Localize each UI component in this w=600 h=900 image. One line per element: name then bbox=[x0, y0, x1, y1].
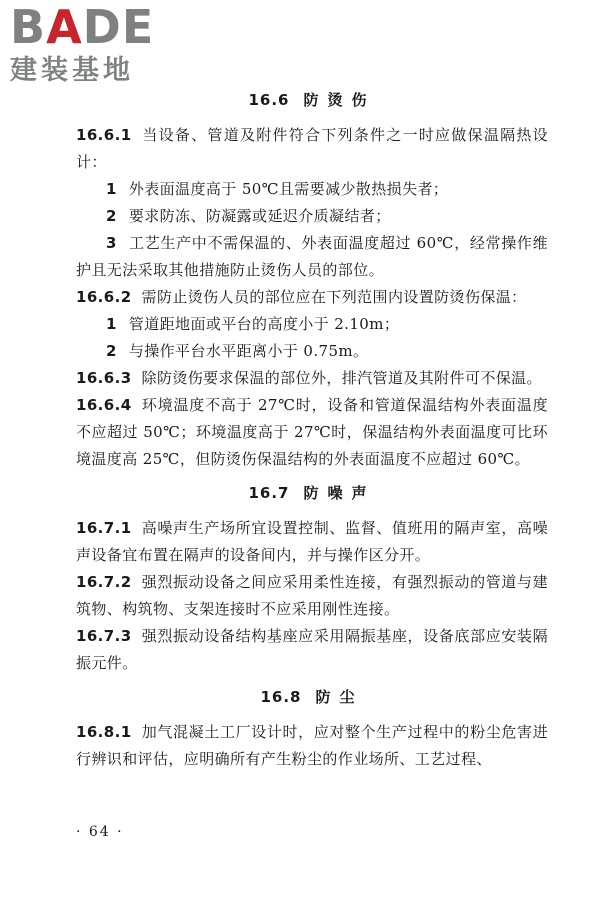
clause-16-7-1: 16.7.1 高噪声生产场所宜设置控制、监督、值班用的隔声室，高噪声设备宜布置在隔声的设备间内，并与操作区分开。 bbox=[76, 519, 548, 564]
clause-16-8-1: 16.8.1 加气混凝土工厂设计时，应对整个生产过程中的粉尘危害进行辨识和评估，应明确所有产生粉尘的作业场所、工艺过程、 bbox=[76, 723, 548, 768]
page-number: · 64 · bbox=[76, 824, 124, 840]
document-body bbox=[76, 80, 548, 773]
clause-item: 3 工艺生产中不需保温的、外表面温度超过 60℃，经常操作维护且无法采取其他措施防止烫伤人员的部位。 bbox=[76, 234, 548, 279]
logo-subtitle: 建装基地 bbox=[10, 55, 134, 86]
logo-wordmark: BADE bbox=[10, 0, 155, 54]
section-title-16-7: 16.7 防噪声 bbox=[248, 484, 376, 502]
clause-16-7-2: 16.7.2 强烈振动设备之间应采用柔性连接，有强烈振动的管道与建筑物、构筑物、支架连接时不应采用刚性连接。 bbox=[76, 573, 548, 618]
clause-item: 2 与操作平台水平距离小于 0.75m。 bbox=[106, 342, 369, 360]
clause-item: 2 要求防冻、防凝露或延迟介质凝结者； bbox=[106, 207, 391, 225]
bade-logo bbox=[10, 2, 180, 88]
section-title-16-8: 16.8 防尘 bbox=[260, 688, 364, 706]
clause-16-6-2: 16.6.2 需防止烫伤人员的部位应在下列范围内设置防烫伤保温： bbox=[76, 288, 527, 306]
clause-16-6-1: 16.6.1 当设备、管道及附件符合下列条件之一时应做保温隔热设计： bbox=[76, 126, 548, 171]
clause-16-7-3: 16.7.3 强烈振动设备结构基座应采用隔振基座，设备底部应安装隔振元件。 bbox=[76, 627, 548, 672]
section-title-16-6: 16.6 防烫伤 bbox=[248, 91, 376, 109]
clause-16-6-3: 16.6.3 除防烫伤要求保温的部位外，排汽管道及其附件可不保温。 bbox=[76, 369, 542, 387]
clause-16-6-4: 16.6.4 环境温度不高于 27℃时，设备和管道保温结构外表面温度不应超过 50℃；环境温度高于 27℃时，保温结构外表面温度可比环境温度高 25℃，但防烫伤保温结构的外表面温度不应超过 60℃。 bbox=[76, 396, 548, 468]
clause-item: 1 管道距地面或平台的高度小于 2.10m； bbox=[106, 315, 400, 333]
clause-item: 1 外表面温度高于 50℃且需要减少散热损失者； bbox=[106, 180, 449, 198]
